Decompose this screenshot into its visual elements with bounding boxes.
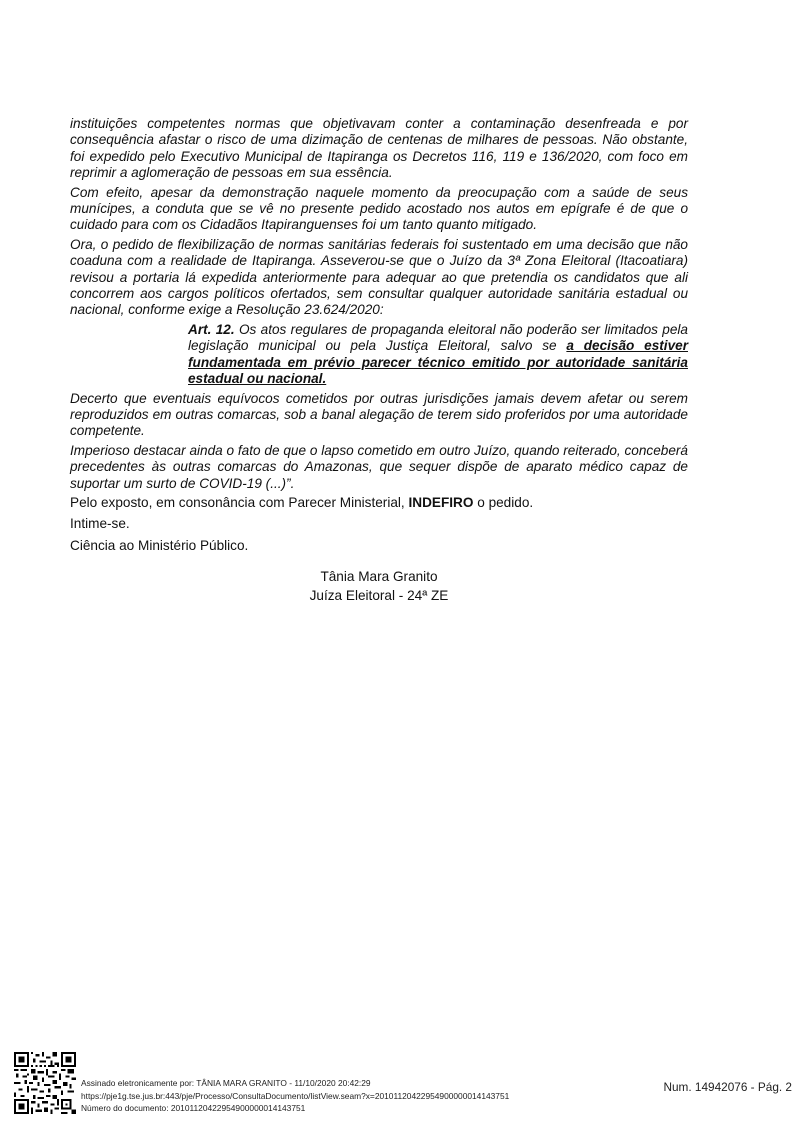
footer-document-number: Número do documento: 20101120422954900000014143751 (81, 1103, 306, 1114)
intime-line: Intime-se. (70, 516, 130, 532)
page-number: Num. 14942076 - Pág. 2 (663, 1080, 792, 1094)
ciencia-line: Ciência ao Ministério Público. (70, 537, 249, 553)
legal-quote (188, 322, 688, 388)
paragraph-1: instituições competentes normas que objetivavam conter a contaminação desenfreada e por consequência afastar o risco de uma dizimação de centenas de milhares de pessoas. Não obstante, foi expedido pelo Executivo Municipal de Itapiranga os Decretos 116, 119 e 136/2020, com foco em reprimir a aglomeração de pessoas em sua essência. (70, 116, 688, 181)
paragraph-5: Imperioso destacar ainda o fato de que o lapso cometido em outro Juízo, quando reiterado, conceberá precedentes às outras comarcas do Amazonas, que sequer dispõe de aparato médico capaz de suportar um surto de COVID-19 (...)”. (70, 442, 688, 491)
paragraph-3: Ora, o pedido de flexibilização de normas sanitárias federais foi sustentado em uma decisão que não coaduna com a realidade de Itapiranga. Asseverou-se que o Juízo da 3ª Zona Eleitoral (Itacoatiara) revisou a portaria lá expedida anteriormente para adequar ao que pretendia os candidatos que ali concorrem aos cargos políticos ofertados, sem consultar qualquer autoridade sanitária estadual ou nacional, conforme exige a Resolução 23.624/2020: (70, 236, 688, 318)
electronic-signature-footer (14, 1052, 794, 1118)
decision-paragraph (70, 495, 688, 511)
footer-signature-info (81, 1077, 509, 1115)
quote-emphasis: a decisão estiver fundamentada em prévio parecer técnico emitido por autoridade sanitária estadual ou nacional. (188, 338, 688, 387)
decision-text-after: o pedido. (473, 494, 534, 510)
paragraph-2: Com efeito, apesar da demonstração naquele momento da preocupação com a saúde de seus munícipes, a conduta que se vê no presente pedido acostado nos autos em epígrafe é de que o cuidado para com os Cidadãos Itapiranguenses foi um tanto quanto mitigado. (70, 184, 688, 233)
footer-signed-by: Assinado eletronicamente por: TÂNIA MARA GRANITO - 11/10/2020 20:42:29 (81, 1078, 371, 1088)
paragraph-4: Decerto que eventuais equívocos cometidos por outras jurisdições jamais devem afetar ou serem reproduzidos em outras comarcas, sob a banal alegação de terem sido proferidos por uma autoridade competente. (70, 390, 688, 439)
decision-text-before: Pelo exposto, em consonância com Parecer Ministerial, (70, 494, 409, 510)
quote-text: Os atos regulares de propaganda eleitoral não poderão ser limitados pela legislação municipal ou pela Justiça Eleitoral, salvo se (188, 321, 688, 354)
footer-document-url[interactable]: https://pje1g.tse.jus.br:443/pje/Processo/ConsultaDocumento/listView.seam?x=20101120422954900000014143751 (81, 1090, 510, 1101)
signer-name: Tânia Mara Granito (320, 569, 438, 584)
signature-block (70, 567, 688, 605)
document-body (70, 116, 688, 559)
signer-role: Juíza Eleitoral - 24ª ZE (309, 588, 449, 603)
decision-verdict: INDEFIRO (408, 494, 474, 510)
quote-article-label: Art. 12. (188, 321, 235, 337)
qr-code-icon (14, 1052, 76, 1114)
